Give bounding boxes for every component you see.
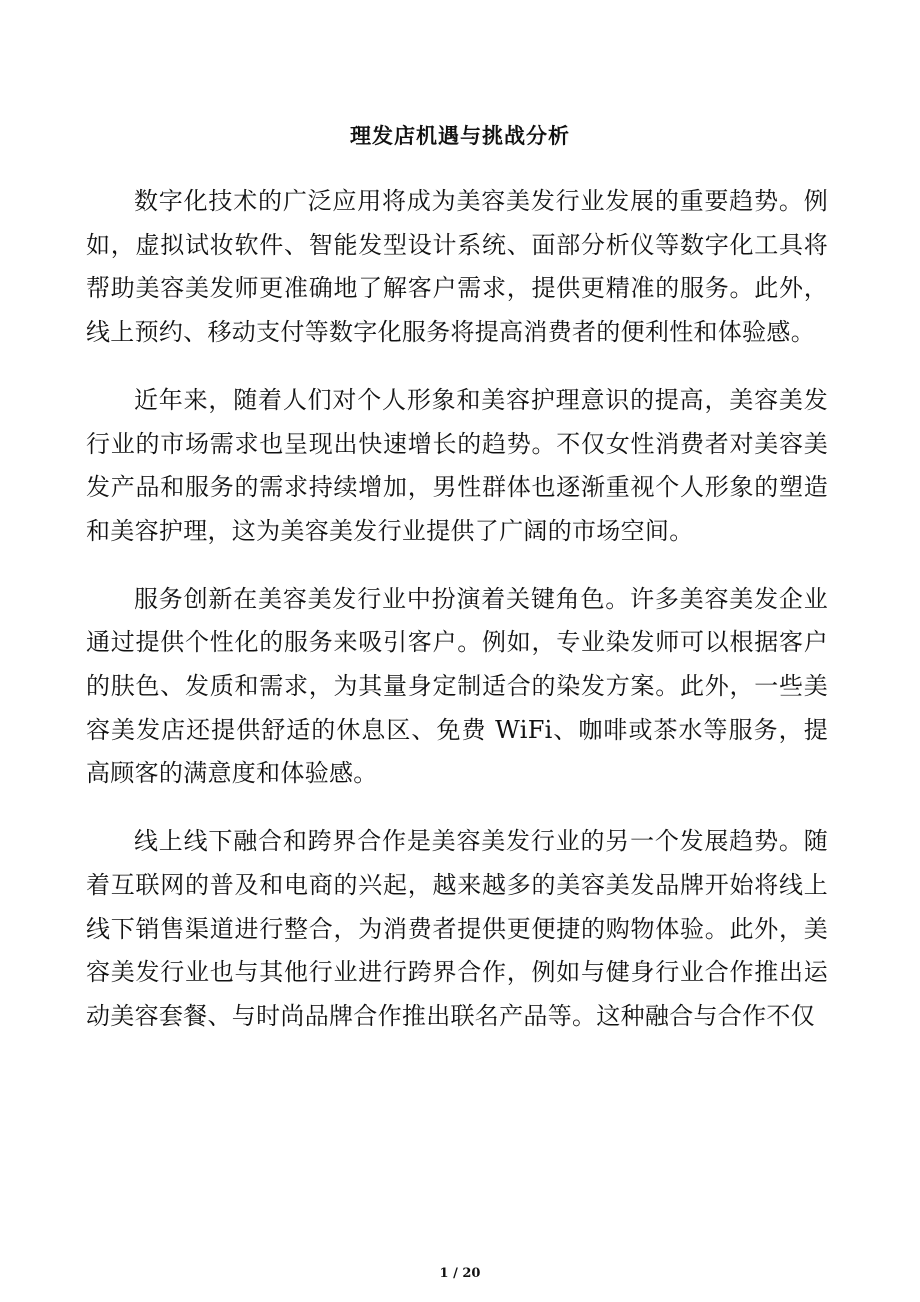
- document-body: [86, 180, 828, 1063]
- paragraph: 服务创新在美容美发行业中扮演着关键角色。许多美容美发企业通过提供个性化的服务来吸引客户。例如，专业染发师可以根据客户的肤色、发质和需求，为其量身定制适合的染发方案。此外，一些美容美发店还提供舒适的休息区、免费 WiFi、咖啡或茶水等服务，提高顾客的满意度和体验感。: [86, 584, 828, 788]
- page-title: 理发店机遇与挑战分析: [350, 124, 570, 148]
- paragraph: 线上线下融合和跨界合作是美容美发行业的另一个发展趋势。随着互联网的普及和电商的兴起，越来越多的美容美发品牌开始将线上线下销售渠道进行整合，为消费者提供更便捷的购物体验。此外，美容美发行业也与其他行业进行跨界合作，例如与健身行业合作推出运动美容套餐、与时尚品牌合作推出联名产品等。这种融合与合作不仅: [86, 827, 828, 1030]
- paragraph: 数字化技术的广泛应用将成为美容美发行业发展的重要趋势。例如，虚拟试妆软件、智能发型设计系统、面部分析仪等数字化工具将帮助美容美发师更准确地了解客户需求，提供更精准的服务。此外，线上预约、移动支付等数字化服务将提高消费者的便利性和体验感。: [86, 187, 828, 347]
- page-number: 1 / 20: [439, 1266, 481, 1281]
- paragraph: 近年来，随着人们对个人形象和美容护理意识的提高，美容美发行业的市场需求也呈现出快速增长的趋势。不仅女性消费者对美容美发产品和服务的需求持续增加，男性群体也逐渐重视个人形象的塑造和美容护理，这为美容美发行业提供了广阔的市场空间。: [86, 385, 828, 545]
